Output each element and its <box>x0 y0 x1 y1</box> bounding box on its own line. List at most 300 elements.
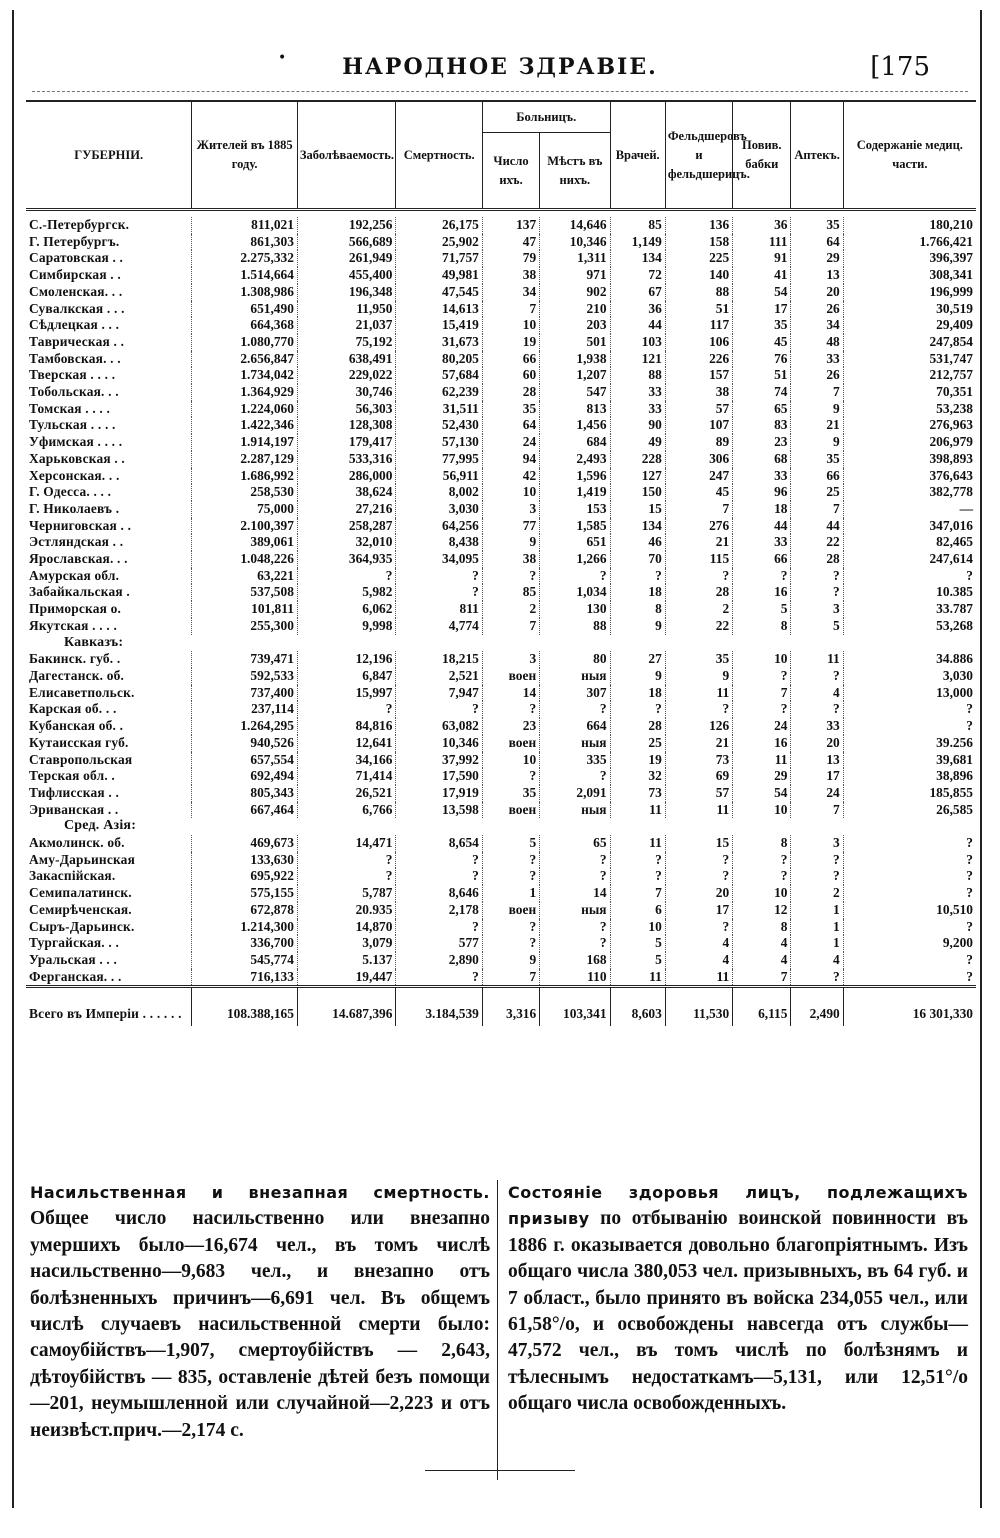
cell-beds: ? <box>540 768 610 785</box>
table-row <box>26 852 976 869</box>
cell-doctors: 11 <box>610 969 665 987</box>
cell-feldshers: 11 <box>665 685 732 702</box>
cell-feldshers: ? <box>665 852 732 869</box>
cell-doctors: 33 <box>610 384 665 401</box>
col-upkeep: Содержаніе медиц. части. <box>843 101 976 210</box>
cell-feldshers: ? <box>665 568 732 585</box>
cell-morbidity: 9,998 <box>297 618 396 635</box>
table-row <box>26 601 976 618</box>
col-feldshers: Фельдшеровъ и фельдшерицъ. <box>665 101 732 210</box>
cell-feldshers: 20 <box>665 885 732 902</box>
cell-mortality: 13,598 <box>396 802 482 819</box>
cell-mortality: 811 <box>396 601 482 618</box>
cell-morbidity: 5,982 <box>297 584 396 601</box>
cell-hospitals: 2 <box>482 601 539 618</box>
cell-morbidity: 38,624 <box>297 484 396 501</box>
cell-upkeep: 26,585 <box>843 802 976 819</box>
cell-beds: 1,266 <box>540 551 610 568</box>
col-hospitals: Больницъ. <box>482 101 610 133</box>
cell-population: 1.264,295 <box>192 718 298 735</box>
table-row <box>26 735 976 752</box>
cell-pharmacies: 3 <box>791 601 843 618</box>
cell-feldshers: 115 <box>665 551 732 568</box>
cell-pharmacies: 13 <box>791 752 843 769</box>
cell-upkeep: 1.766,421 <box>843 234 976 251</box>
cell-doctors: ? <box>610 701 665 718</box>
cell-morbidity: 3,079 <box>297 935 396 952</box>
cell-beds: 1,596 <box>540 468 610 485</box>
cell-morbidity: 179,417 <box>297 434 396 451</box>
table-row <box>26 401 976 418</box>
col-midwives: Повив. бабки <box>733 101 791 210</box>
cell-midwives: 18 <box>733 501 791 518</box>
table-row <box>26 384 976 401</box>
cell-midwives: ? <box>733 701 791 718</box>
cell-guberniya: Тамбовская. . . <box>29 350 121 366</box>
cell-hospitals: 94 <box>482 451 539 468</box>
cell-guberniya: Симбирская . . <box>29 267 121 283</box>
cell-hospitals: 14 <box>482 685 539 702</box>
cell-doctors: 150 <box>610 484 665 501</box>
cell-population: 336,700 <box>192 935 298 952</box>
total-cell-beds: 103,341 <box>540 987 610 1027</box>
cell-pharmacies: 64 <box>791 234 843 251</box>
cell-guberniya: Эриванская . . <box>29 801 119 817</box>
cell-doctors: 72 <box>610 267 665 284</box>
cell-midwives: 111 <box>733 234 791 251</box>
cell-mortality: 10,346 <box>396 735 482 752</box>
cell-midwives: 8 <box>733 835 791 852</box>
violent-death-paragraph <box>30 1180 490 1444</box>
cell-beds: ? <box>540 568 610 585</box>
cell-beds: 547 <box>540 384 610 401</box>
cell-mortality: ? <box>396 919 482 936</box>
cell-guberniya: Дагестанск. об. <box>29 667 125 683</box>
cell-population: 716,133 <box>192 969 298 987</box>
table-row <box>26 250 976 267</box>
total-cell-pharmacies: 2,490 <box>791 987 843 1027</box>
cell-beds: 168 <box>540 952 610 969</box>
section-heading: Кавказъ: <box>64 634 124 650</box>
cell-beds: 130 <box>540 601 610 618</box>
cell-mortality: 37,992 <box>396 752 482 769</box>
cell-guberniya: Черниговская . . <box>29 517 132 533</box>
total-cell-doctors: 8,603 <box>610 987 665 1027</box>
cell-population: 739,471 <box>192 651 298 668</box>
cell-morbidity: 6,766 <box>297 802 396 819</box>
cell-upkeep: 34.886 <box>843 651 976 668</box>
cell-upkeep: 196,999 <box>843 284 976 301</box>
cell-feldshers: 226 <box>665 351 732 368</box>
cell-mortality: 8,654 <box>396 835 482 852</box>
cell-pharmacies: 4 <box>791 952 843 969</box>
cell-beds: 14 <box>540 885 610 902</box>
table-row <box>26 351 976 368</box>
cell-guberniya: Херсонская. . . <box>29 467 120 483</box>
cell-midwives: 41 <box>733 267 791 284</box>
cell-pharmacies: 35 <box>791 451 843 468</box>
cell-population: 255,300 <box>192 618 298 635</box>
cell-hospitals: 9 <box>482 534 539 551</box>
cell-mortality: ? <box>396 969 482 987</box>
cell-population: 692,494 <box>192 768 298 785</box>
cell-beds: 10,346 <box>540 234 610 251</box>
cell-feldshers: 21 <box>665 735 732 752</box>
cell-doctors: 46 <box>610 534 665 551</box>
cell-morbidity: 261,949 <box>297 250 396 267</box>
cell-doctors: 73 <box>610 785 665 802</box>
cell-hospitals: 7 <box>482 618 539 635</box>
cell-upkeep: 247,614 <box>843 551 976 568</box>
cell-mortality: 64,256 <box>396 518 482 535</box>
cell-hospitals: ? <box>482 701 539 718</box>
cell-mortality: 2,890 <box>396 952 482 969</box>
cell-hospitals: ? <box>482 852 539 869</box>
cell-doctors: 28 <box>610 718 665 735</box>
cell-population: 101,811 <box>192 601 298 618</box>
cell-morbidity: 229,022 <box>297 367 396 384</box>
cell-hospitals: 85 <box>482 584 539 601</box>
cell-pharmacies: 9 <box>791 401 843 418</box>
cell-mortality: 80,205 <box>396 351 482 368</box>
cell-beds: ныя <box>540 668 610 685</box>
cell-morbidity: 258,287 <box>297 518 396 535</box>
cell-doctors: 10 <box>610 919 665 936</box>
cell-guberniya: Томская . . . . <box>29 400 111 416</box>
cell-hospitals: 10 <box>482 484 539 501</box>
violent-death-body: Общее число насильственно или внезапно умершихъ было—16,674 чел., въ томъ числѣ насильственно—9,683 чел., и внезапно отъ болѣзненныхъ причинъ—6,691 чел. Въ общемъ числѣ случаевъ насильственной смерти было: самоубійствъ—1,907, смертоубійствъ — 2,643, дѣтоубійствъ — 835, оставленіе дѣтей безъ помощи—201, неумышленной или случайной—2,223 и отъ неизвѣст.прич.—2,174 с. <box>30 1208 490 1441</box>
cell-mortality: 71,757 <box>396 250 482 267</box>
cell-beds: 65 <box>540 835 610 852</box>
cell-guberniya: Г. Петербургъ. <box>29 233 120 249</box>
cell-doctors: 70 <box>610 551 665 568</box>
cell-upkeep: 185,855 <box>843 785 976 802</box>
cell-upkeep: 10,510 <box>843 902 976 919</box>
cell-morbidity: 19,447 <box>297 969 396 987</box>
cell-population: 575,155 <box>192 885 298 902</box>
cell-pharmacies: 1 <box>791 902 843 919</box>
cell-mortality: ? <box>396 584 482 601</box>
cell-morbidity: 20.935 <box>297 902 396 919</box>
total-cell-upkeep: 16 301,330 <box>843 987 976 1027</box>
cell-morbidity: 56,303 <box>297 401 396 418</box>
cell-population: 861,303 <box>192 234 298 251</box>
cell-pharmacies: ? <box>791 868 843 885</box>
cell-feldshers: 38 <box>665 384 732 401</box>
cell-population: 537,508 <box>192 584 298 601</box>
column-divider <box>497 1180 498 1480</box>
cell-midwives: 65 <box>733 401 791 418</box>
cell-hospitals: 5 <box>482 835 539 852</box>
cell-doctors: 27 <box>610 651 665 668</box>
cell-morbidity: 128,308 <box>297 417 396 434</box>
cell-upkeep: 33.787 <box>843 601 976 618</box>
cell-doctors: 11 <box>610 835 665 852</box>
cell-doctors: 32 <box>610 768 665 785</box>
cell-hospitals: 10 <box>482 317 539 334</box>
cell-pharmacies: 17 <box>791 768 843 785</box>
cell-guberniya: Семипалатинск. <box>29 885 132 901</box>
cell-beds: 88 <box>540 618 610 635</box>
cell-upkeep: ? <box>843 568 976 585</box>
cell-guberniya: Забайкальская . <box>29 584 130 600</box>
cell-doctors: 85 <box>610 217 665 234</box>
cell-guberniya: Ферганская. . . <box>29 968 122 984</box>
cell-feldshers: 45 <box>665 484 732 501</box>
cell-pharmacies: 11 <box>791 651 843 668</box>
cell-midwives: 7 <box>733 969 791 987</box>
cell-doctors: ? <box>610 568 665 585</box>
cell-mortality: 77,995 <box>396 451 482 468</box>
text-section <box>30 1180 970 1470</box>
cell-hospitals: 77 <box>482 518 539 535</box>
cell-upkeep: 531,747 <box>843 351 976 368</box>
cell-population: 657,554 <box>192 752 298 769</box>
cell-guberniya: Тверская . . . . <box>29 367 116 383</box>
cell-midwives: 74 <box>733 384 791 401</box>
cell-beds: 1,034 <box>540 584 610 601</box>
cell-hospitals: 47 <box>482 234 539 251</box>
table-row <box>26 868 976 885</box>
cell-beds: 1,456 <box>540 417 610 434</box>
cell-hospitals: ? <box>482 935 539 952</box>
cell-feldshers: 11 <box>665 969 732 987</box>
cell-hospitals: 1 <box>482 885 539 902</box>
cell-doctors: 134 <box>610 518 665 535</box>
cell-feldshers: 247 <box>665 468 732 485</box>
cell-pharmacies: 24 <box>791 785 843 802</box>
cell-upkeep: 308,341 <box>843 267 976 284</box>
cell-midwives: 24 <box>733 718 791 735</box>
cell-feldshers: 158 <box>665 234 732 251</box>
cell-morbidity: 14,471 <box>297 835 396 852</box>
cell-pharmacies: 33 <box>791 351 843 368</box>
table-row <box>26 551 976 568</box>
cell-upkeep: ? <box>843 868 976 885</box>
cell-population: 651,490 <box>192 301 298 318</box>
cell-mortality: 18,215 <box>396 651 482 668</box>
cell-feldshers: 21 <box>665 534 732 551</box>
table-row <box>26 501 976 518</box>
cell-guberniya: Уральская . . . <box>29 951 118 967</box>
cell-population: 664,368 <box>192 317 298 334</box>
cell-pharmacies: 4 <box>791 685 843 702</box>
cell-feldshers: 51 <box>665 301 732 318</box>
cell-beds: 14,646 <box>540 217 610 234</box>
cell-upkeep: ? <box>843 718 976 735</box>
cell-population: 258,530 <box>192 484 298 501</box>
total-cell-feldshers: 11,530 <box>665 987 732 1027</box>
cell-pharmacies: 7 <box>791 802 843 819</box>
cell-morbidity: ? <box>297 852 396 869</box>
cell-midwives: 17 <box>733 301 791 318</box>
cell-mortality: 57,130 <box>396 434 482 451</box>
cell-beds: ныя <box>540 902 610 919</box>
cell-hospitals: 79 <box>482 250 539 267</box>
cell-doctors: 18 <box>610 685 665 702</box>
cell-upkeep: 13,000 <box>843 685 976 702</box>
cell-midwives: 51 <box>733 367 791 384</box>
cell-mortality: ? <box>396 568 482 585</box>
cell-population: 667,464 <box>192 802 298 819</box>
cell-morbidity: 6,062 <box>297 601 396 618</box>
cell-doctors: 7 <box>610 885 665 902</box>
cell-midwives: 12 <box>733 902 791 919</box>
table-row <box>26 618 976 635</box>
table-row <box>26 919 976 936</box>
cell-hospitals: 137 <box>482 217 539 234</box>
cell-upkeep: 39.256 <box>843 735 976 752</box>
cell-beds: 501 <box>540 334 610 351</box>
cell-beds: ? <box>540 701 610 718</box>
table-row <box>26 668 976 685</box>
cell-mortality: 8,002 <box>396 484 482 501</box>
cell-midwives: 33 <box>733 534 791 551</box>
cell-mortality: 57,684 <box>396 367 482 384</box>
cell-feldshers: 69 <box>665 768 732 785</box>
cell-pharmacies: 66 <box>791 468 843 485</box>
table-row <box>26 301 976 318</box>
cell-mortality: 14,613 <box>396 301 482 318</box>
cell-population: 1.914,197 <box>192 434 298 451</box>
cell-hospitals: воен <box>482 802 539 819</box>
cell-morbidity: 364,935 <box>297 551 396 568</box>
cell-morbidity: 455,400 <box>297 267 396 284</box>
table-row <box>26 468 976 485</box>
cell-population: 672,878 <box>192 902 298 919</box>
cell-population: 695,922 <box>192 868 298 885</box>
cell-mortality: 2,178 <box>396 902 482 919</box>
cell-midwives: ? <box>733 868 791 885</box>
cell-beds: 902 <box>540 284 610 301</box>
cell-feldshers: ? <box>665 701 732 718</box>
table-row <box>26 367 976 384</box>
cell-midwives: 54 <box>733 785 791 802</box>
cell-upkeep: 276,963 <box>843 417 976 434</box>
table-row <box>26 434 976 451</box>
cell-doctors: 134 <box>610 250 665 267</box>
cell-morbidity: 84,816 <box>297 718 396 735</box>
cell-morbidity: 566,689 <box>297 234 396 251</box>
cell-guberniya: Елисаветпольск. <box>29 684 135 700</box>
cell-feldshers: 4 <box>665 935 732 952</box>
cell-beds: ? <box>540 868 610 885</box>
cell-population: 737,400 <box>192 685 298 702</box>
cell-mortality: 577 <box>396 935 482 952</box>
cell-morbidity: 5,787 <box>297 885 396 902</box>
cell-beds: 1,311 <box>540 250 610 267</box>
cell-feldshers: 22 <box>665 618 732 635</box>
table-row <box>26 802 976 819</box>
cell-hospitals: воен <box>482 668 539 685</box>
cell-feldshers: 35 <box>665 651 732 668</box>
cell-doctors: 67 <box>610 284 665 301</box>
cell-morbidity: 30,746 <box>297 384 396 401</box>
cell-upkeep: 376,643 <box>843 468 976 485</box>
cell-guberniya: Закаспійская. <box>29 868 116 884</box>
cell-morbidity: 26,521 <box>297 785 396 802</box>
cell-upkeep: 39,681 <box>843 752 976 769</box>
cell-population: 1.308,986 <box>192 284 298 301</box>
cell-doctors: 49 <box>610 434 665 451</box>
cell-morbidity: ? <box>297 701 396 718</box>
cell-upkeep: — <box>843 501 976 518</box>
cell-pharmacies: 20 <box>791 735 843 752</box>
cell-morbidity: 11,950 <box>297 301 396 318</box>
conscript-health-paragraph <box>508 1180 968 1418</box>
cell-pharmacies: 26 <box>791 301 843 318</box>
cell-pharmacies: 22 <box>791 534 843 551</box>
cell-feldshers: 107 <box>665 417 732 434</box>
cell-hospitals: 3 <box>482 501 539 518</box>
header-rule <box>32 85 968 92</box>
cell-population: 1.686,992 <box>192 468 298 485</box>
cell-guberniya: Сувалкская . . . <box>29 300 125 316</box>
cell-pharmacies: ? <box>791 701 843 718</box>
cell-pharmacies: 5 <box>791 618 843 635</box>
cell-upkeep: 53,238 <box>843 401 976 418</box>
cell-upkeep: 9,200 <box>843 935 976 952</box>
cell-guberniya: Сыръ-Дарьинск. <box>29 918 135 934</box>
cell-midwives: 44 <box>733 518 791 535</box>
cell-population: 1.734,042 <box>192 367 298 384</box>
cell-mortality: 2,521 <box>396 668 482 685</box>
total-cell-midwives: 6,115 <box>733 987 791 1027</box>
cell-doctors: 9 <box>610 668 665 685</box>
table-row <box>26 451 976 468</box>
cell-morbidity: 5.137 <box>297 952 396 969</box>
cell-feldshers: 117 <box>665 317 732 334</box>
cell-beds: 971 <box>540 267 610 284</box>
cell-feldshers: 28 <box>665 584 732 601</box>
cell-hospitals: 9 <box>482 952 539 969</box>
table-row <box>26 568 976 585</box>
table-row <box>26 969 976 987</box>
cell-mortality: 8,646 <box>396 885 482 902</box>
cell-hospitals: 38 <box>482 551 539 568</box>
table-row <box>26 785 976 802</box>
cell-mortality: 7,947 <box>396 685 482 702</box>
cell-doctors: ? <box>610 868 665 885</box>
cell-pharmacies: 29 <box>791 250 843 267</box>
cell-midwives: 66 <box>733 551 791 568</box>
table-row <box>26 518 976 535</box>
cell-beds: 307 <box>540 685 610 702</box>
cell-upkeep: ? <box>843 852 976 869</box>
cell-morbidity: ? <box>297 868 396 885</box>
cell-population: 1.422,346 <box>192 417 298 434</box>
cell-mortality: 31,511 <box>396 401 482 418</box>
cell-mortality: 49,981 <box>396 267 482 284</box>
cell-feldshers: 88 <box>665 284 732 301</box>
cell-midwives: 11 <box>733 752 791 769</box>
total-cell-guberniya: Всего въ Имперіи . . . . . . <box>26 987 192 1027</box>
cell-guberniya: Ярославская. . . <box>29 551 128 567</box>
cell-feldshers: 89 <box>665 434 732 451</box>
section-row <box>26 635 976 652</box>
cell-pharmacies: 28 <box>791 551 843 568</box>
cell-guberniya: Харьковская . . <box>29 450 125 466</box>
cell-morbidity: 34,166 <box>297 752 396 769</box>
cell-upkeep: ? <box>843 919 976 936</box>
cell-pharmacies: 20 <box>791 284 843 301</box>
cell-upkeep: 396,397 <box>843 250 976 267</box>
table-row <box>26 835 976 852</box>
table-row <box>26 417 976 434</box>
cell-feldshers: 73 <box>665 752 732 769</box>
cell-mortality: 17,919 <box>396 785 482 802</box>
cell-doctors: 8 <box>610 601 665 618</box>
